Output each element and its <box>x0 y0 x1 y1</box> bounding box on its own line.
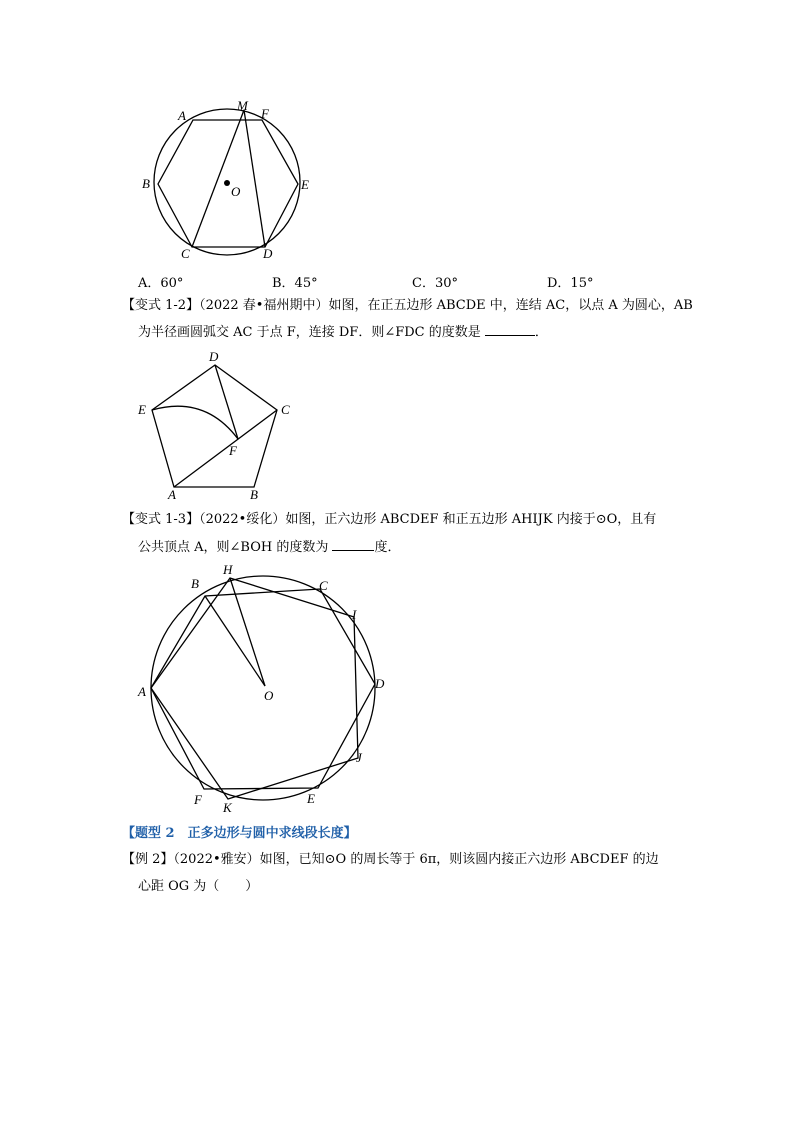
label-e: E <box>307 791 315 806</box>
example-2-line2: 心距 OG 为（ ） <box>138 879 259 894</box>
label-f: F <box>194 792 202 807</box>
answer-blank-1-3[interactable] <box>332 538 374 551</box>
answer-blank-1-2[interactable] <box>485 323 535 336</box>
figure-hexagon-pentagon-circle <box>130 560 400 815</box>
question-1-3-end: 度． <box>374 540 401 555</box>
option-d[interactable]: D．15° <box>547 276 594 291</box>
question-1-2-line1: 【变式 1-2】（2022 春•福州期中）如图，在正五边形 ABCDE 中，连结 AC，以点 A 为圆心，AB <box>122 298 693 313</box>
label-c: C <box>281 402 290 417</box>
segment-md <box>244 110 265 247</box>
label-b: B <box>142 176 150 191</box>
circle-o <box>151 576 375 800</box>
label-b: B <box>250 487 258 502</box>
question-1-3-line2 <box>138 538 401 558</box>
segment-df <box>215 365 238 439</box>
center-point-o <box>224 180 230 186</box>
figure-pentagon <box>130 345 300 505</box>
example-2-line1: 【例 2】（2022•雅安）如图，已知⊙O 的周长等于 6π，则该圆内接正六边形 ABCDEF 的边 <box>122 852 659 867</box>
label-a: A <box>178 108 186 123</box>
label-h: H <box>223 562 233 577</box>
hexagon-abcdef <box>151 589 375 789</box>
label-m: M <box>237 98 248 113</box>
option-b[interactable]: B．45° <box>272 276 318 291</box>
option-a[interactable]: A．60° <box>138 276 184 291</box>
question-1-3-line1: 【变式 1-3】（2022•绥化）如图，正六边形 ABCDEF 和正五边形 AHIJK 内接于⊙O，且有 <box>122 512 657 527</box>
label-j: J <box>356 750 362 765</box>
label-i: I <box>352 607 357 622</box>
label-d: D <box>209 349 219 364</box>
label-o: O <box>231 184 241 199</box>
label-e: E <box>138 402 146 417</box>
label-f: F <box>229 443 237 458</box>
segment-mc <box>192 110 244 247</box>
question-1-3-text: 公共顶点 A，则∠BOH 的度数为 <box>138 540 329 555</box>
question-1-2-line2 <box>138 323 548 343</box>
label-d: D <box>375 676 385 691</box>
segment-ac <box>174 410 277 487</box>
label-f: F <box>261 106 269 121</box>
segment-ho <box>230 578 265 686</box>
label-k: K <box>223 800 232 815</box>
label-a: A <box>168 487 176 502</box>
label-a: A <box>138 684 146 699</box>
label-c: C <box>319 578 328 593</box>
question-1-2-text: 为半径画圆弧交 AC 于点 F，连接 DF．则∠FDC 的度数是 <box>138 325 481 340</box>
label-b: B <box>191 576 199 591</box>
label-e: E <box>301 177 309 192</box>
option-c[interactable]: C．30° <box>412 276 458 291</box>
label-c: C <box>181 246 190 261</box>
arc-ef <box>152 406 238 439</box>
figure-hexagon-circle-m <box>135 92 325 262</box>
question-1-2-end: ． <box>534 325 548 340</box>
label-d: D <box>263 246 273 261</box>
label-o: O <box>264 688 274 703</box>
section-heading-type-2: 【题型 2 正多边形与圆中求线段长度】 <box>122 826 357 841</box>
segment-bo <box>205 596 265 686</box>
pentagon-abcde <box>152 365 277 487</box>
